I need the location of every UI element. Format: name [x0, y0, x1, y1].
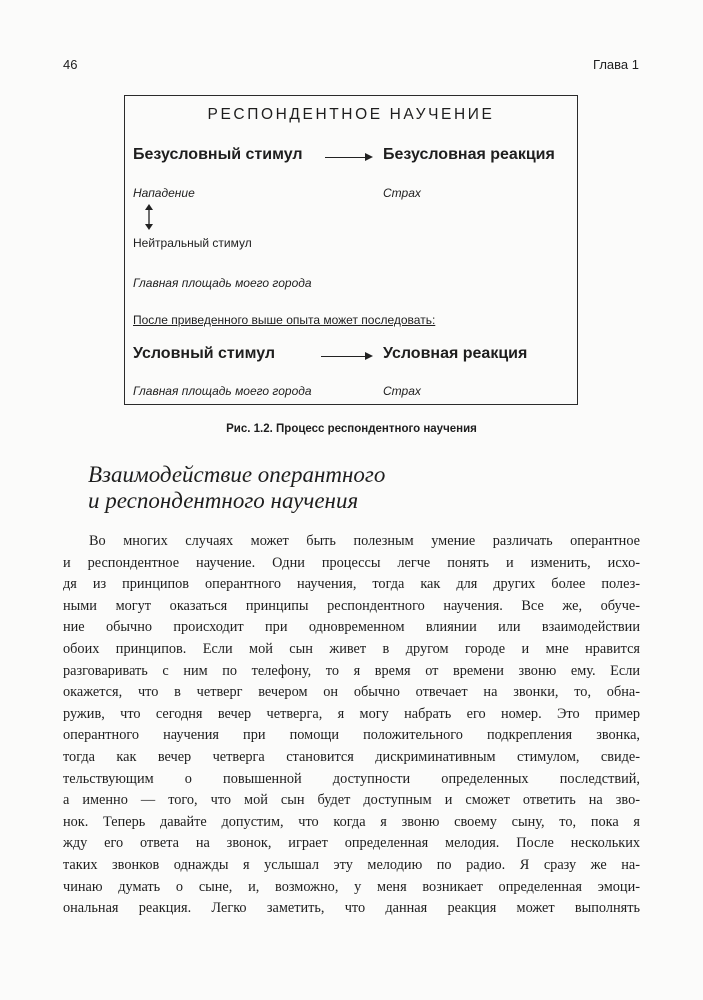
body-line: ружив, что сегодня вечер четверга, я могу набрать его номер. Это пример: [63, 705, 640, 722]
body-paragraph: [63, 531, 640, 920]
unconditioned-stimulus: Безусловный стимул: [133, 146, 303, 163]
section-title-line1: Взаимодействие оперантного: [88, 462, 386, 487]
neutral-example: Главная площадь моего города: [133, 276, 312, 290]
section-title-line2: и респондентного научения: [88, 488, 359, 513]
arrow-unconditioned: [325, 157, 371, 158]
arrow-conditioned: [321, 356, 371, 357]
body-line: тогда как вечер четверга становится дискриминативным стимулом, свиде-: [63, 748, 640, 765]
body-line: таких звонков однажды я услышал эту мелодию по радио. Я сразу же на-: [63, 856, 640, 873]
figure-title: РЕСПОНДЕНТНОЕ НАУЧЕНИЕ: [207, 106, 495, 123]
neutral-stimulus: Нейтральный стимул: [133, 236, 252, 250]
body-line: окажется, что в четверг вечером он обычно отвечает на звонки, то, обна-: [63, 684, 640, 701]
conditioned-response: Условная реакция: [383, 345, 528, 362]
body-line: разговаривать с ним по телефону, то я время от времени звоню ему. Если: [63, 662, 640, 679]
body-line: обоих принципов. Если мой сын живет в другом городе и мне нравится: [63, 640, 640, 657]
body-line: а именно — того, что мой сын будет доступным и сможет ответить на зво-: [63, 792, 640, 809]
respondent-learning-figure: [124, 95, 578, 405]
body-line: ние обычно происходит при одновременном влиянии или взаимодействии: [63, 619, 640, 636]
double-arrow-icon: [143, 204, 155, 230]
body-line: ными могут оказаться принципы респондентного научения. Все же, обуче-: [63, 597, 640, 614]
section-title: [88, 462, 385, 514]
body-line: нок. Теперь давайте допустим, что когда я звоню своему сыну, то, пока я: [63, 813, 640, 830]
body-line: тельствующим о повышенной доступности определенных последствий,: [63, 770, 640, 787]
body-line: дя из принципов оперантного научения, тогда как для других более полез-: [63, 576, 640, 593]
conditioned-example-response: Страх: [383, 384, 421, 398]
example-stimulus: Нападение: [133, 186, 195, 200]
example-response: Страх: [383, 186, 421, 200]
after-note: После приведенного выше опыта может последовать:: [133, 313, 436, 327]
conditioned-example-stimulus: Главная площадь моего города: [133, 384, 312, 398]
body-line: оперантного научения при помощи положительного подкрепления звонка,: [63, 727, 640, 744]
figure-caption: Рис. 1.2. Процесс респондентного научения: [226, 423, 477, 435]
conditioned-stimulus: Условный стимул: [133, 345, 276, 362]
chapter-label: Глава 1: [593, 57, 639, 72]
body-line: жду его ответа на звонок, играет определенная мелодия. После нескольких: [63, 835, 640, 852]
unconditioned-response: Безусловная реакция: [383, 146, 555, 163]
body-line: и респондентное научение. Одни процессы легче понять и изменить, исхо-: [63, 554, 640, 571]
page-number: 46: [63, 57, 78, 72]
body-line: ональная реакция. Легко заметить, что данная реакция может выполнять: [63, 900, 640, 917]
body-line: чинаю думать о сыне, и, возможно, у меня возникает определенная эмоци-: [63, 878, 640, 895]
body-line: Во многих случаях может быть полезным умение различать оперантное: [89, 533, 640, 549]
